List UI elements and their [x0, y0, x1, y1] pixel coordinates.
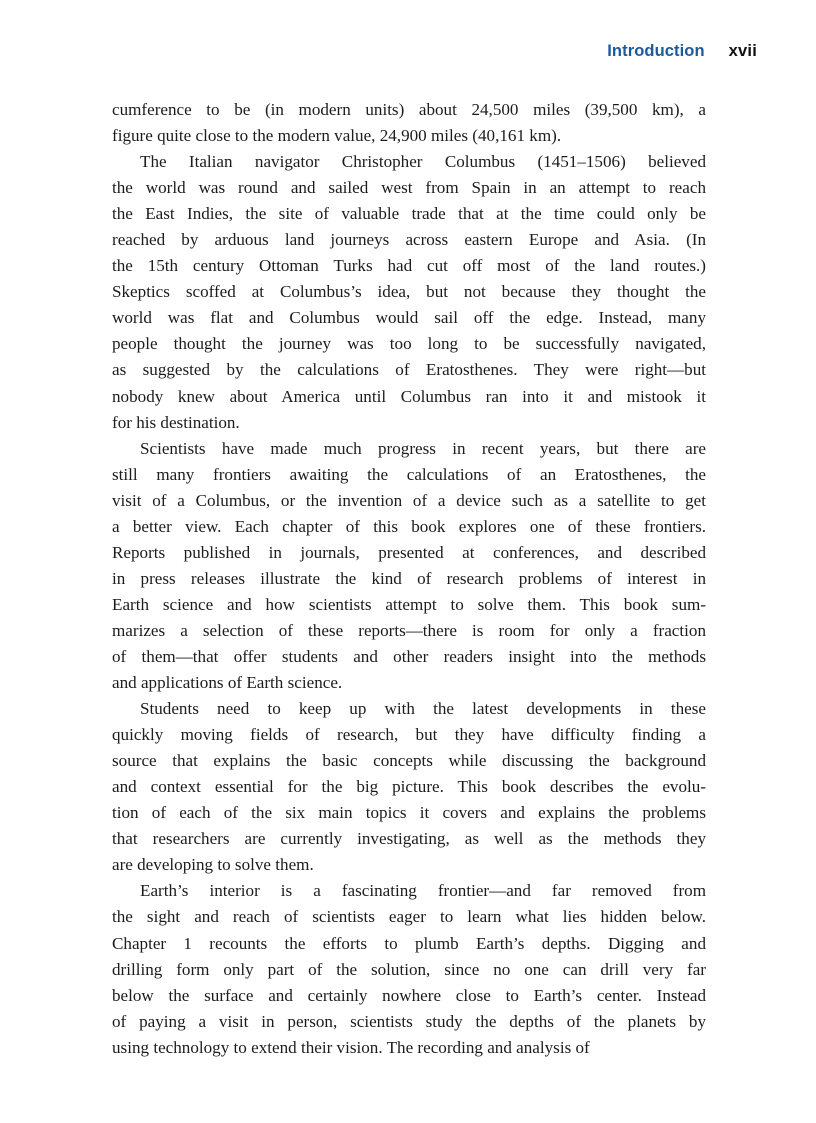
text-line: Earth science and how scientists attempt to solve them. This book sum- [112, 594, 706, 614]
text-line: marizes a selection of these reports—there is room for only a fraction [112, 620, 706, 640]
text-line: the world was round and sailed west from Spain in an attempt to reach [112, 178, 706, 198]
text-line: figure quite close to the modern value, 24,900 miles (40,161 km). [112, 126, 562, 146]
text-line: below the surface and certainly nowhere close to Earth’s center. Instead [112, 985, 706, 1005]
text-line: quickly moving fields of research, but they have difficulty finding a [112, 725, 706, 745]
text-line: Skeptics scoffed at Columbus’s idea, but not because they thought the [112, 282, 706, 302]
text-line: for his destination. [112, 412, 240, 432]
text-line: that researchers are currently investigating, as well as the methods they [112, 829, 706, 849]
text-line: of them—that offer students and other readers insight into the methods [112, 646, 706, 666]
text-line: using technology to extend their vision. The recording and analysis of [112, 1037, 590, 1057]
para-students [112, 696, 706, 878]
para-columbus [112, 149, 706, 436]
text-line: Scientists have made much progress in recent years, but there are [140, 438, 706, 458]
text-line: drilling form only part of the solution, since no one can drill very far [112, 959, 706, 979]
running-head [112, 42, 757, 61]
text-line: source that explains the basic concepts while discussing the background [112, 751, 706, 771]
text-line: still many frontiers awaiting the calculations of an Eratosthenes, the [112, 464, 706, 484]
text-line: of paying a visit in person, scientists study the depths of the planets by [112, 1011, 706, 1031]
para-frontiers [112, 436, 706, 696]
running-head-section-title: Introduction [607, 42, 705, 60]
page-number-folio: xvii [728, 42, 757, 60]
text-line: cumference to be (in modern units) about 24,500 miles (39,500 km), a [112, 100, 706, 119]
text-line: reached by arduous land journeys across eastern Europe and Asia. (In [112, 230, 706, 250]
para-circumference [112, 97, 706, 149]
text-line: The Italian navigator Christopher Columbus (1451–1506) believed [140, 152, 706, 172]
text-line: world was flat and Columbus would sail off the edge. Instead, many [112, 308, 706, 328]
text-line: in press releases illustrate the kind of research problems of interest in [112, 568, 706, 588]
text-line: Reports published in journals, presented at conferences, and described [112, 542, 706, 562]
text-line: are developing to solve them. [112, 855, 314, 875]
text-line: tion of each of the six main topics it covers and explains the problems [112, 803, 706, 823]
text-line: Earth’s interior is a fascinating frontier—and far removed from [140, 881, 706, 901]
text-line: a better view. Each chapter of this book explores one of these frontiers. [112, 516, 706, 536]
text-line: people thought the journey was too long to be successfully navigated, [112, 334, 706, 354]
text-line: as suggested by the calculations of Eratosthenes. They were right—but [112, 360, 706, 380]
text-line: nobody knew about America until Columbus ran into it and mistook it [112, 386, 706, 406]
text-line: the 15th century Ottoman Turks had cut off most of the land routes.) [112, 256, 706, 276]
body-text-block [112, 97, 706, 1061]
text-line: the sight and reach of scientists eager to learn what lies hidden below. [112, 907, 706, 927]
text-line: Chapter 1 recounts the efforts to plumb Earth’s depths. Digging and [112, 933, 706, 953]
text-line: and applications of Earth science. [112, 673, 343, 693]
text-line: Students need to keep up with the latest developments in these [140, 699, 706, 719]
text-line: visit of a Columbus, or the invention of a device such as a satellite to get [112, 490, 706, 510]
para-earth-interior [112, 878, 706, 1060]
text-line: and context essential for the big picture. This book describes the evolu- [112, 777, 706, 797]
text-line: the East Indies, the site of valuable trade that at the time could only be [112, 204, 706, 224]
